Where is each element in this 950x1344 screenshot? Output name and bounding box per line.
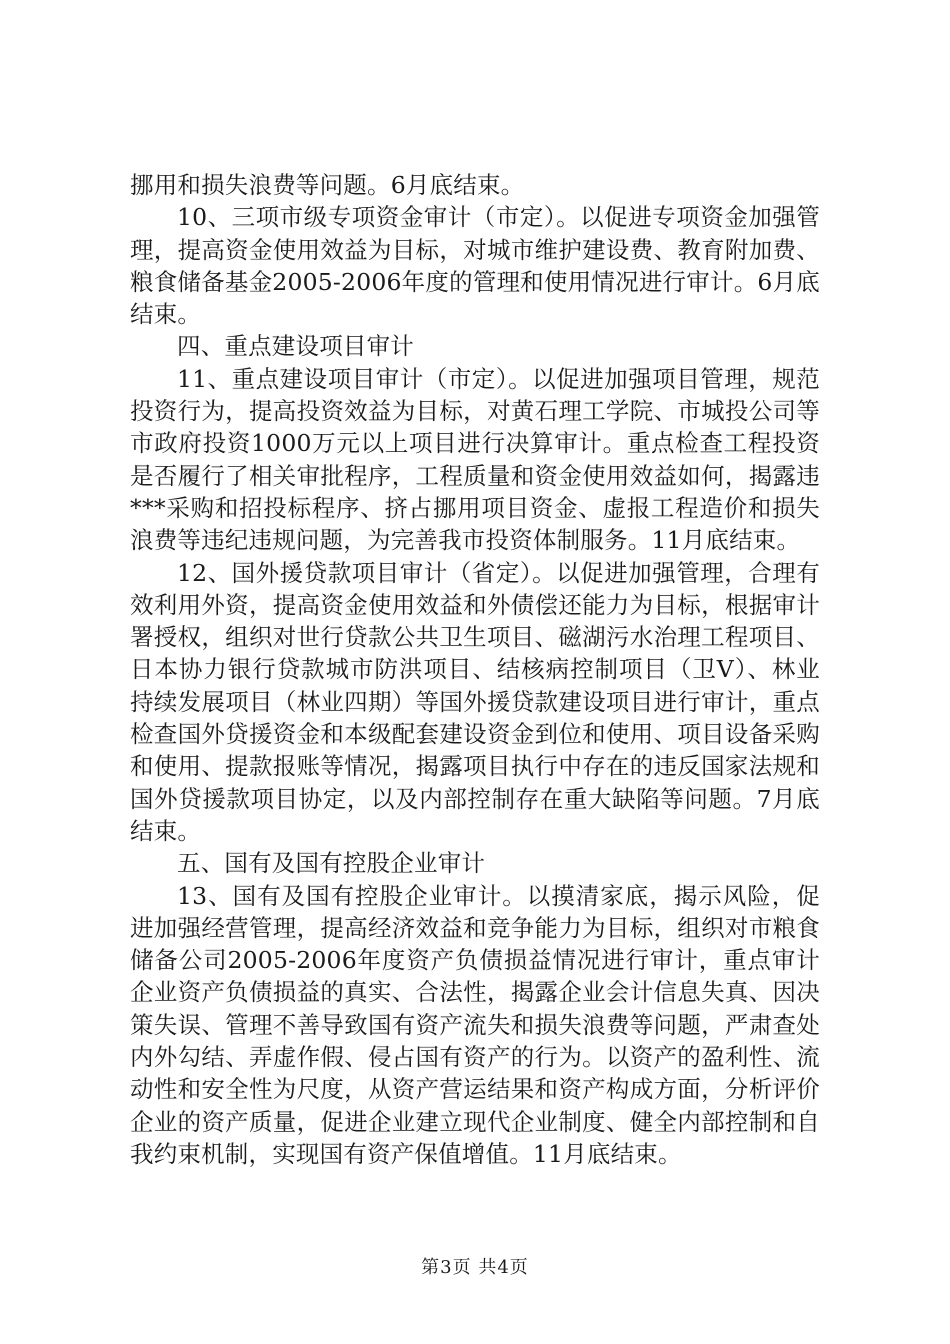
page-footer (0, 1253, 950, 1279)
paragraph-item-11: 11、重点建设项目审计（市定）。以促进加强项目管理，规范投资行为，提高投资效益为目标，对黄石理工学院、市城投公司等市政府投资1000万元以上项目进行决算审计。重点检查工程投资是否履行了相关审批程序，工程质量和资金使用效益如何，揭露违***采购和招投标程序、挤占挪用项目资金、虚报工程造价和损失浪费等违纪违规问题，为完善我市投资体制服务。11月底结束。 (130, 364, 820, 555)
paragraph-item-13: 13、国有及国有控股企业审计。以摸清家底，揭示风险，促进加强经营管理，提高经济效益和竞争能力为目标，组织对市粮食储备公司2005-2006年度资产负债损益情况进行审计，重点审计企业资产负债损益的真实、合法性，揭露企业会计信息失真、因决策失误、管理不善导致国有资产流失和损失浪费等问题，严肃查处内外勾结、弄虚作假、侵占国有资产的行为。以资产的盈利性、流动性和安全性为尺度，从资产营运结果和资产构成方面，分析评价企业的资产质量，促进企业建立现代企业制度、健全内部控制和自我约束机制，实现国有资产保值增值。11月底结束。 (130, 881, 820, 1168)
paragraph-item-10: 10、三项市级专项资金审计（市定）。以促进专项资金加强管理，提高资金使用效益为目标，对城市维护建设费、教育附加费、粮食储备基金2005-2006年度的管理和使用情况进行审计。6月底结束。 (130, 203, 820, 329)
paragraph-item-12: 12、国外援贷款项目审计（省定）。以促进加强管理，合理有效利用外资，提高资金使用效益和外债偿还能力为目标，根据审计署授权，组织对世行贷款公共卫生项目、磁湖污水治理工程项目、日本协力银行贷款城市防洪项目、结核病控制项目（卫Ⅴ）、林业持续发展项目（林业四期）等国外援贷款建设项目进行审计，重点检查国外贷援资金和本级配套建设资金到位和使用、项目设备采购和使用、提款报账等情况，揭露项目执行中存在的违反国家法规和国外贷援款项目协定，以及内部控制存在重大缺陷等问题。7月底结束。 (130, 558, 820, 845)
section-heading-5: 五、国有及国有控股企业审计 (177, 849, 486, 878)
document-body (130, 169, 820, 1170)
continuation-paragraph: 挪用和损失浪费等问题。6月底结束。 (130, 171, 525, 199)
section-heading-4: 四、重点建设项目审计 (177, 332, 414, 361)
page-number-label: 第3页 共4页 (421, 1257, 529, 1278)
